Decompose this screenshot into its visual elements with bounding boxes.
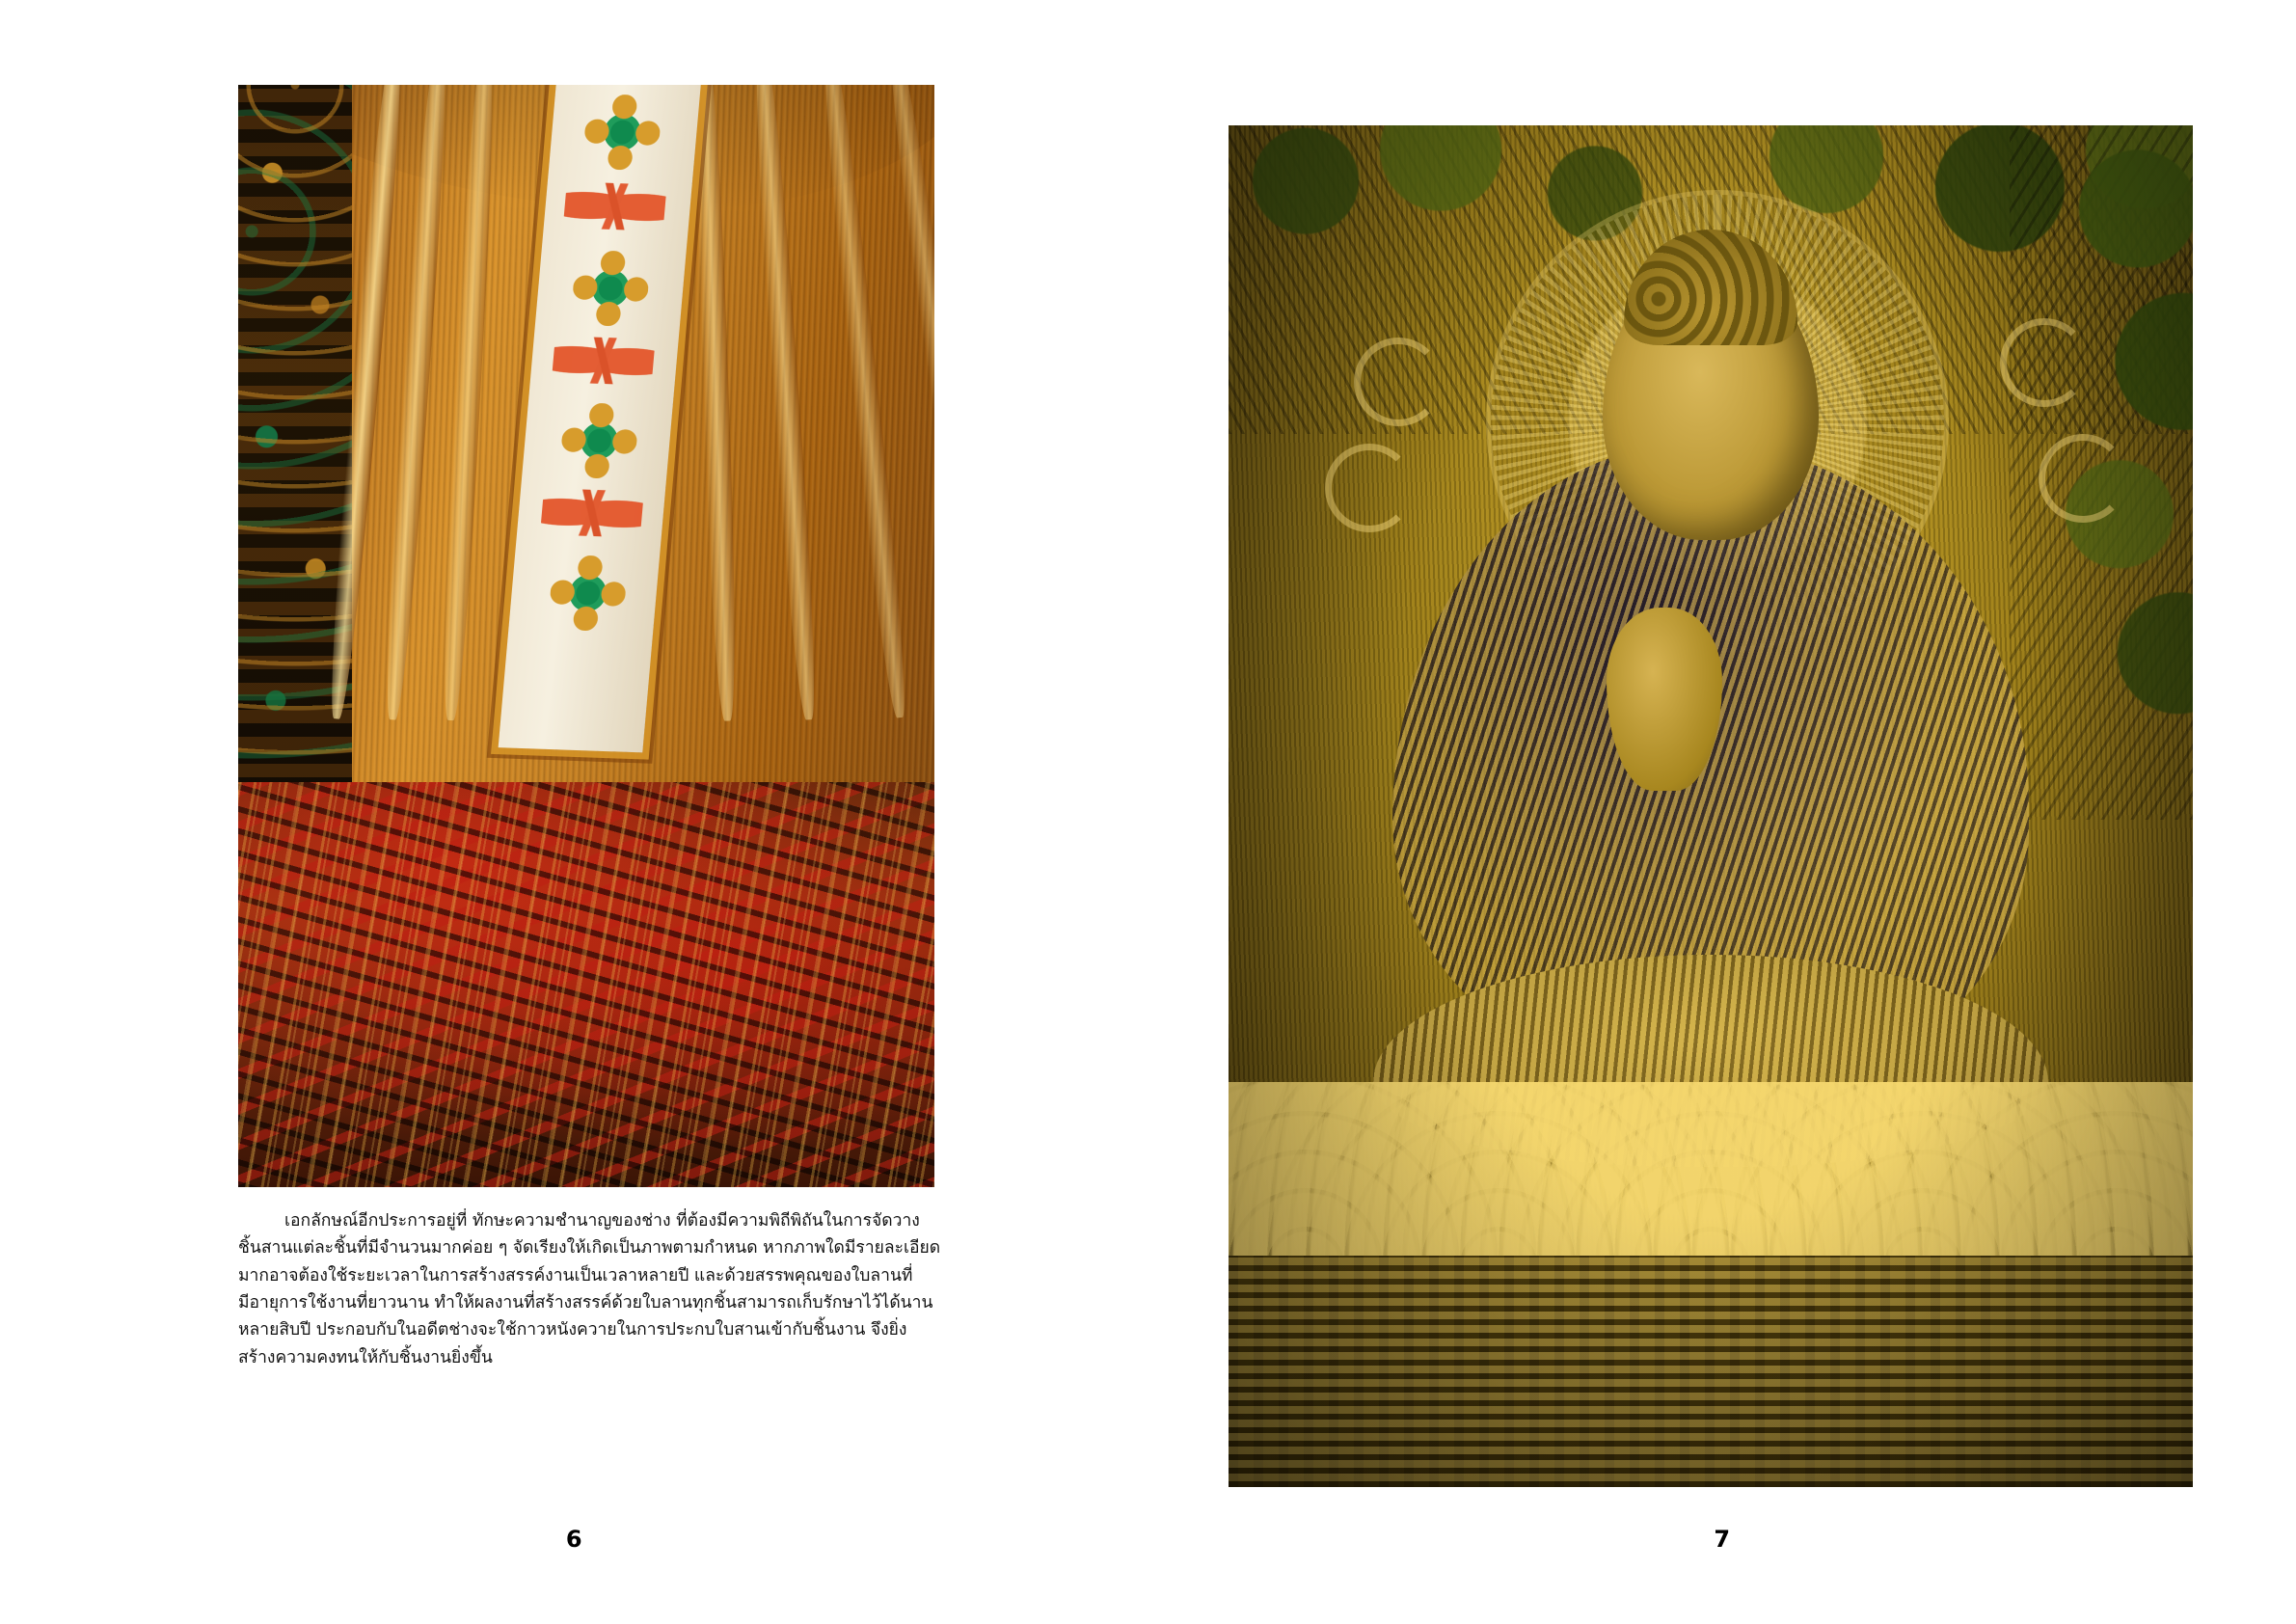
carved-flame-base bbox=[238, 782, 934, 1187]
seated-buddha-palm-leaf-image bbox=[1229, 125, 2193, 1487]
floral-medallion bbox=[570, 250, 652, 328]
caption-paragraph: เอกลักษณ์อีกประการอยู่ที่ ทักษะความชำนาญของช่าง ที่ต้องมีความพิถีพิถันในการจัดวางชิ้นสานแต่ละชิ้นที่มีจำนวนมากค่อย ๆ จัดเรียงให้เกิดเป็นภาพตามกำหนด หากภาพใดมีรายละเอียดมากอาจต้องใช้ระยะเวลาในการสร้างสรรค์งานเป็นเวลาหลายปี และด้วยสรรพคุณของใบลานที่มีอายุการใช้งานที่ยาวนาน ทำให้ผลงานที่สร้างสรรค์ด้วยใบลานทุกชิ้นสามารถเก็บรักษาไว้ได้นานหลายสิบปี ประกอบกับในอดีตช่างจะใช้กาวหนังควายในการประกบใบสานเข้ากับชิ้นงาน จึงยิ่งสร้างความคงทนให้กับชิ้นงานยิ่งขึ้น bbox=[238, 1211, 941, 1367]
floral-medallion bbox=[558, 402, 640, 480]
gilded-lacquer-robe-detail-image bbox=[238, 85, 934, 1187]
right-page bbox=[1148, 0, 2296, 1624]
red-leaf-motif bbox=[552, 336, 656, 386]
floral-medallion bbox=[581, 94, 663, 172]
page-number-right: 7 bbox=[1714, 1526, 1731, 1553]
red-leaf-motif bbox=[540, 488, 644, 538]
page-number-left: 6 bbox=[565, 1526, 582, 1553]
red-leaf-motif bbox=[563, 181, 667, 231]
image-vignette bbox=[1229, 125, 2193, 1487]
left-page-caption bbox=[238, 1207, 942, 1371]
floral-medallion bbox=[547, 555, 629, 633]
